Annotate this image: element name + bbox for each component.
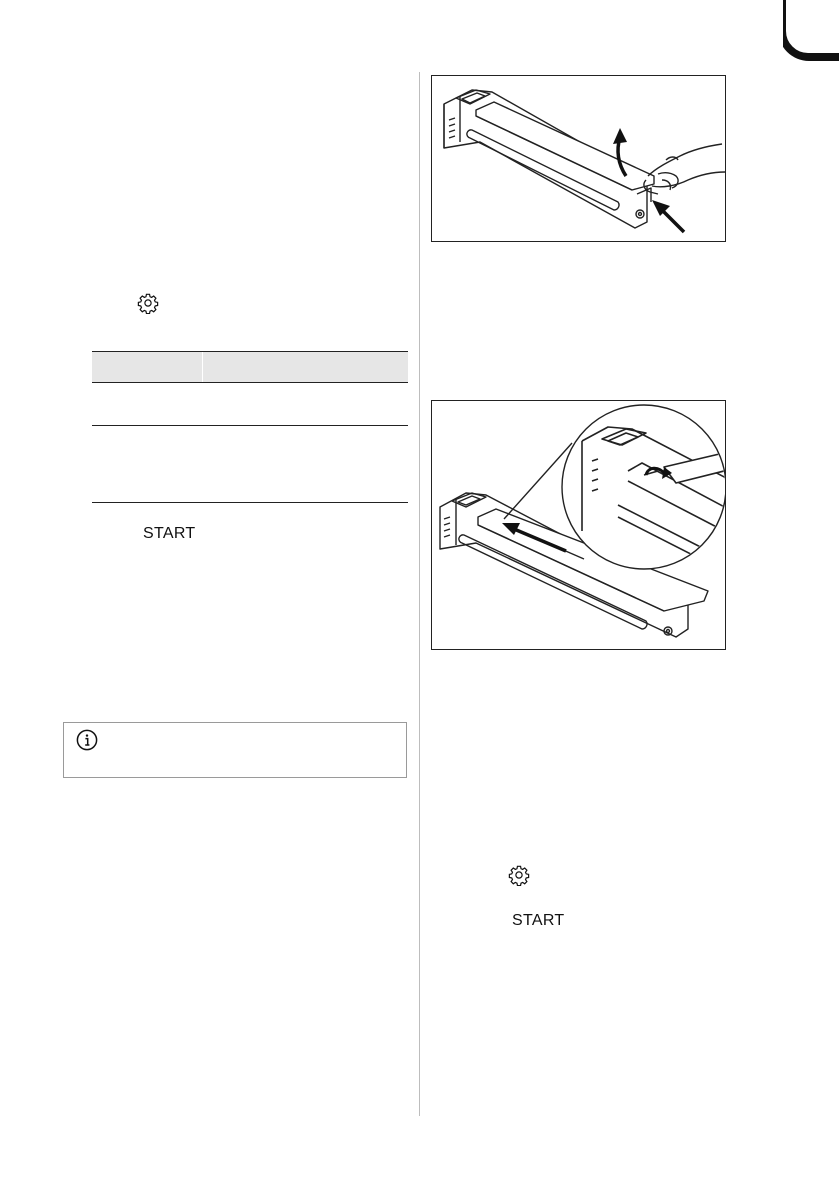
figure-lid-insertion xyxy=(431,400,726,650)
settings-table xyxy=(92,351,408,503)
gear-icon xyxy=(137,292,159,314)
gear-icon xyxy=(508,864,530,886)
figure-lid-removal xyxy=(431,75,726,242)
start-button-label: START xyxy=(512,912,565,929)
info-icon xyxy=(76,729,98,751)
table-rule xyxy=(92,502,408,503)
info-note-box xyxy=(63,722,407,778)
lid-insertion-illustration xyxy=(432,401,725,649)
start-button-label: START xyxy=(143,525,196,542)
table-header xyxy=(92,351,408,383)
lid-removal-illustration xyxy=(432,76,725,241)
table-rule xyxy=(92,382,408,383)
column-divider xyxy=(419,72,420,1116)
table-rule xyxy=(92,425,408,426)
page-edge-tab xyxy=(783,0,839,61)
